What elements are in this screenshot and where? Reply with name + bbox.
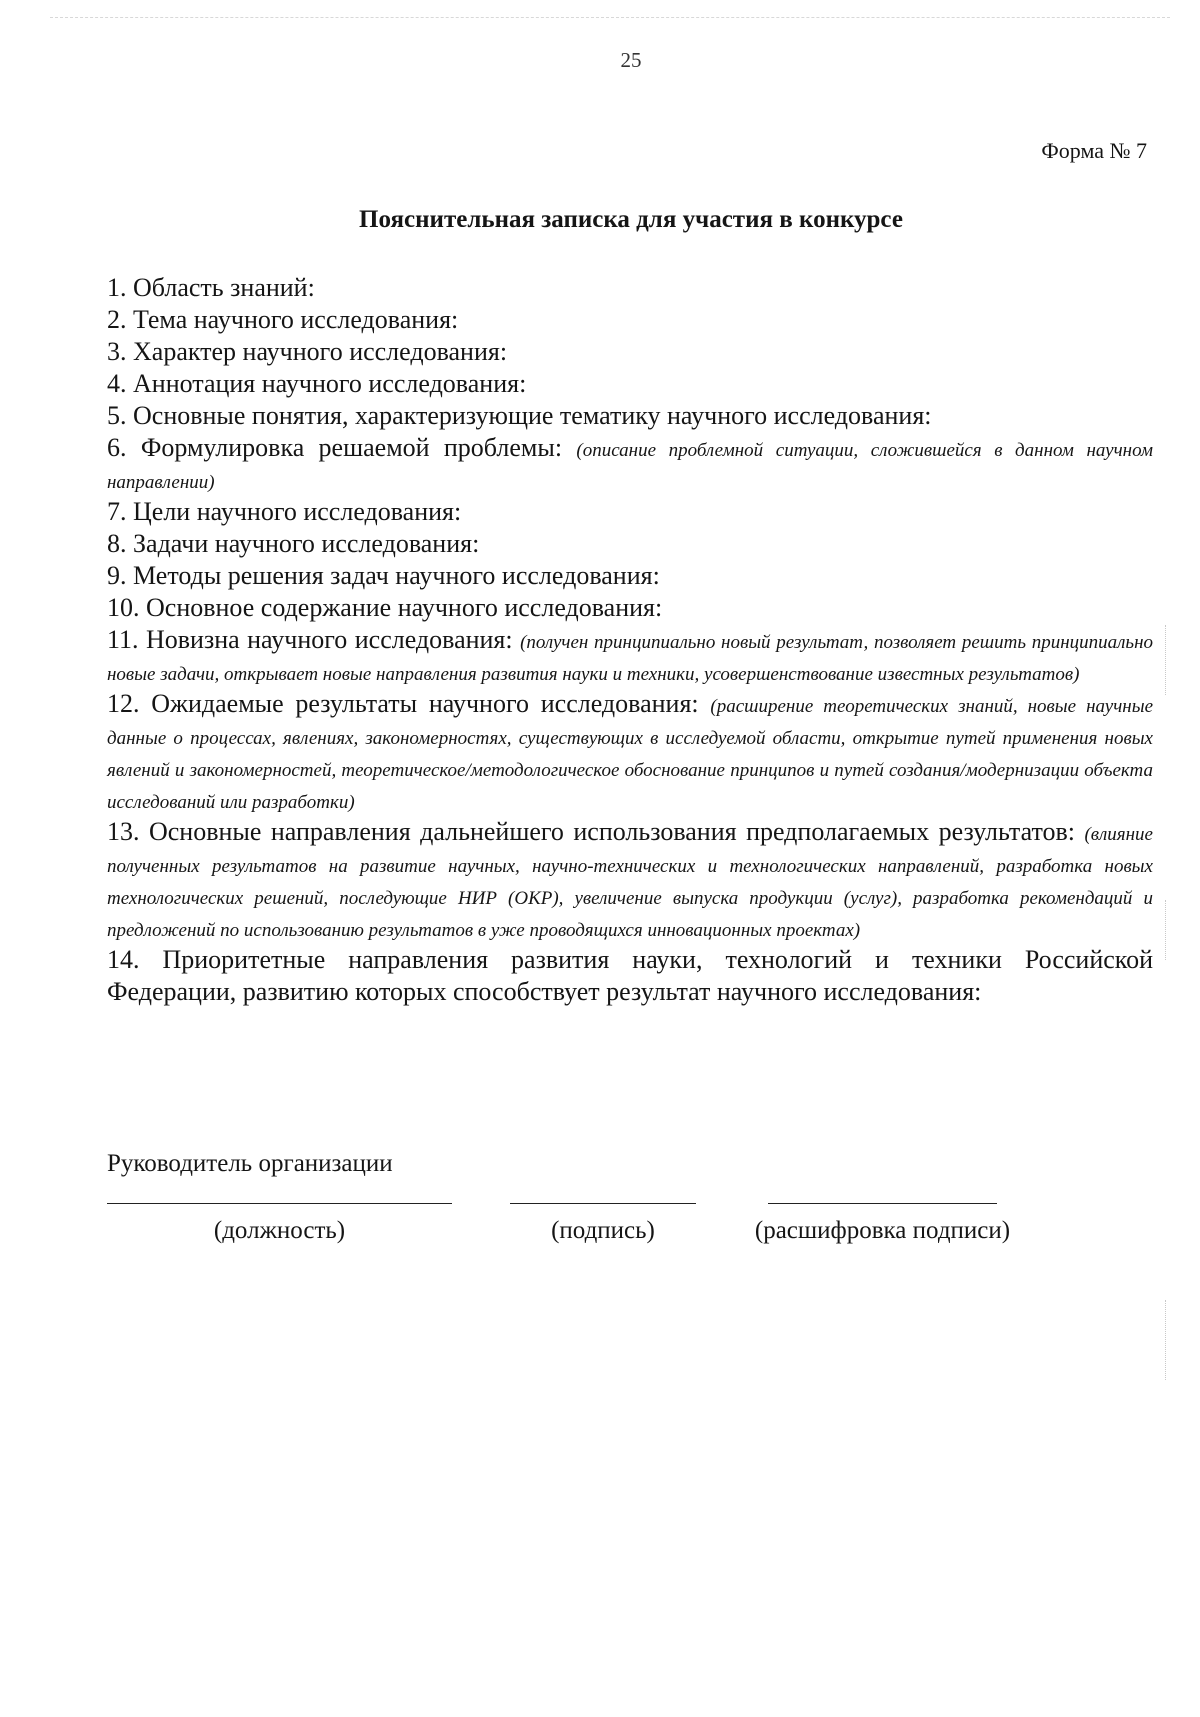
form-item <box>107 944 1153 1008</box>
page-number: 25 <box>620 48 642 72</box>
form-item-text: 5. Основные понятия, характеризующие тематику научного исследования: <box>107 401 932 430</box>
decoding-caption: (расшифровка подписи) <box>754 1217 1011 1244</box>
head-of-organization-label: Руководитель организации <box>107 1150 393 1177</box>
form-item <box>107 528 1153 560</box>
document-title: Пояснительная записка для участия в конкурсе <box>359 206 903 233</box>
form-item-text: 7. Цели научного исследования: <box>107 497 462 526</box>
signature-blank-line <box>510 1203 696 1204</box>
form-item-text: 11. Новизна научного исследования: <box>107 625 521 654</box>
form-item <box>107 496 1153 528</box>
form-item <box>107 400 1153 432</box>
signature-caption: (подпись) <box>551 1217 655 1244</box>
form-item <box>107 368 1153 400</box>
form-item-note: (описание проблемной ситуации, сложившейся в данном научном направлении) <box>107 440 1153 493</box>
form-items-list <box>107 272 1153 1008</box>
form-item-note: (влияние полученных результатов на развитие научных, научно-технических и технологических направлений, разработка новых технологических решений, последующие НИР (ОКР), увеличение выпуска продукции (услуг), разработка рекомендаций и предложений по использованию результатов в уже проводящихся инновационных проектах) <box>107 824 1153 941</box>
form-number: Форма № 7 <box>1041 138 1147 163</box>
form-item-text: 9. Методы решения задач научного исследования: <box>107 561 660 590</box>
position-caption: (должность) <box>213 1217 346 1244</box>
form-item <box>107 560 1153 592</box>
form-item <box>107 304 1153 336</box>
scan-edge-mark <box>1165 900 1166 960</box>
form-item-text: 3. Характер научного исследования: <box>107 337 508 366</box>
form-item <box>107 624 1153 688</box>
form-item-text: 2. Тема научного исследования: <box>107 305 459 334</box>
scan-edge-mark <box>1165 1300 1166 1380</box>
form-item <box>107 816 1153 944</box>
form-item <box>107 336 1153 368</box>
scan-edge-mark <box>1165 625 1166 695</box>
form-item <box>107 432 1153 496</box>
form-item-text: 1. Область знаний: <box>107 273 315 302</box>
form-item-text: 10. Основное содержание научного исследования: <box>107 593 663 622</box>
form-item-text: 13. Основные направления дальнейшего использования предполагаемых результатов: <box>107 817 1085 846</box>
form-item-note: (получен принципиально новый результат, позволяет решить принципиально новые задачи, открывает новые направления развития науки и техники, усовершенствование известных результатов) <box>107 632 1153 685</box>
form-item <box>107 688 1153 816</box>
position-blank-line <box>107 1203 452 1204</box>
form-item <box>107 272 1153 304</box>
form-item-text: 8. Задачи научного исследования: <box>107 529 480 558</box>
form-item-note: (расширение теоретических знаний, новые научные данные о процессах, явлениях, закономерностях, существующих в исследуемой области, открытие путей применения новых явлений и закономерностей, теоретическое/методологическое обоснование принципов и путей создания/модернизации объекта исследований или разработки) <box>107 696 1154 813</box>
form-item-text: 14. Приоритетные направления развития науки, технологий и техники Российской Федерации, развитию которых способствует результат научного исследования: <box>107 945 1153 1006</box>
form-item-text: 6. Формулировка решаемой проблемы: <box>107 433 577 462</box>
form-item-text: 4. Аннотация научного исследования: <box>107 369 527 398</box>
form-item <box>107 592 1153 624</box>
scan-top-edge <box>50 17 1170 18</box>
form-item-text: 12. Ожидаемые результаты научного исследования: <box>107 689 711 718</box>
decoding-blank-line <box>768 1203 997 1204</box>
